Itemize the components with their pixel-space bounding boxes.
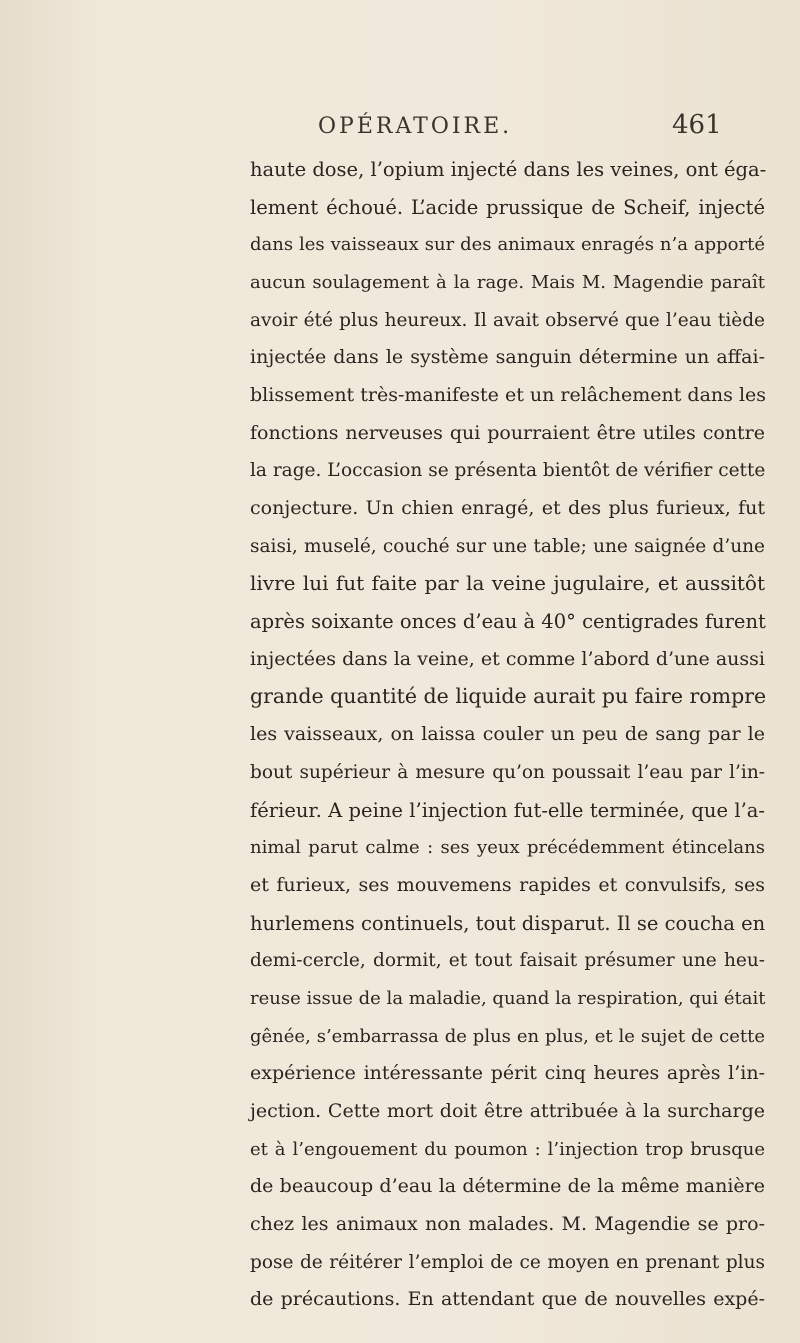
page-header [0, 108, 800, 148]
text-line: et à l’engouement du poumon : l’injection trop brusque [250, 1138, 765, 1160]
text-line: injectée dans le système sanguin détermine un affai- [250, 346, 765, 369]
text-line: dans les vaisseaux sur des animaux enragés n’a apporté [250, 234, 765, 256]
text-line: et furieux, ses mouvemens rapides et convulsifs, ses [250, 873, 765, 896]
text-line: livre lui fut faite par la veine jugulaire, et aussitôt [250, 571, 765, 596]
text-line: hurlemens continuels, tout disparut. Il se coucha en [250, 911, 766, 935]
text-line: reuse issue de la maladie, quand la respiration, qui était [250, 987, 766, 1009]
text-line: avoir été plus heureux. Il avait observé que l’eau tiède [250, 309, 765, 331]
text-line: saisi, muselé, couché sur une table; une saignée d’une [250, 535, 765, 557]
text-line: jection. Cette mort doit être attribuée à la surcharge [250, 1099, 765, 1122]
text-line: demi-cercle, dormit, et tout faisait présumer une heu- [250, 950, 765, 972]
text-line: fonctions nerveuses qui pourraient être utiles contre [250, 421, 765, 444]
text-line: bout supérieur à mesure qu’on poussait l’eau par l’in- [250, 761, 765, 783]
text-line: gênée, s’embarrassa de plus en plus, et le sujet de cette [250, 1025, 765, 1047]
text-line: blissement très-manifeste et un relâchement dans les [250, 384, 767, 407]
text-line: conjecture. Un chien enragé, et des plus furieux, fut [250, 497, 765, 520]
text-line: grande quantité de liquide aurait pu faire rompre [250, 684, 767, 709]
running-title: OPÉRATOIRE. [318, 114, 513, 139]
text-line: expérience intéressante périt cinq heures après l’in- [250, 1062, 765, 1085]
text-line: de précautions. En attendant que de nouvelles expé- [250, 1288, 765, 1311]
text-line: aucun soulagement à la rage. Mais M. Magendie paraît [250, 272, 765, 294]
text-line: nimal parut calme : ses yeux précédemment étincelans [250, 837, 765, 859]
text-line: injectées dans la veine, et comme l’abord d’une aussi [250, 647, 765, 670]
text-line: pose de réitérer l’emploi de ce moyen en prenant plus [250, 1251, 765, 1273]
page-number: 461 [672, 110, 722, 140]
text-line: lement échoué. L’acide prussique de Scheif, injecté [250, 195, 765, 219]
text-line: haute dose, l’opium injecté dans les veines, ont éga- [250, 158, 767, 181]
text-line: chez les animaux non malades. M. Magendie se pro- [250, 1212, 765, 1235]
text-line: la rage. L’occasion se présenta bientôt de vérifier cette [250, 460, 766, 482]
text-line: les vaisseaux, on laissa couler un peu de sang par le [250, 723, 765, 746]
text-line: après soixante onces d’eau à 40° centigrades furent [250, 610, 766, 634]
text-line: de beaucoup d’eau la détermine de la même manière [250, 1175, 765, 1198]
text-line: férieur. A peine l’injection fut-elle terminée, que l’a- [250, 798, 765, 822]
